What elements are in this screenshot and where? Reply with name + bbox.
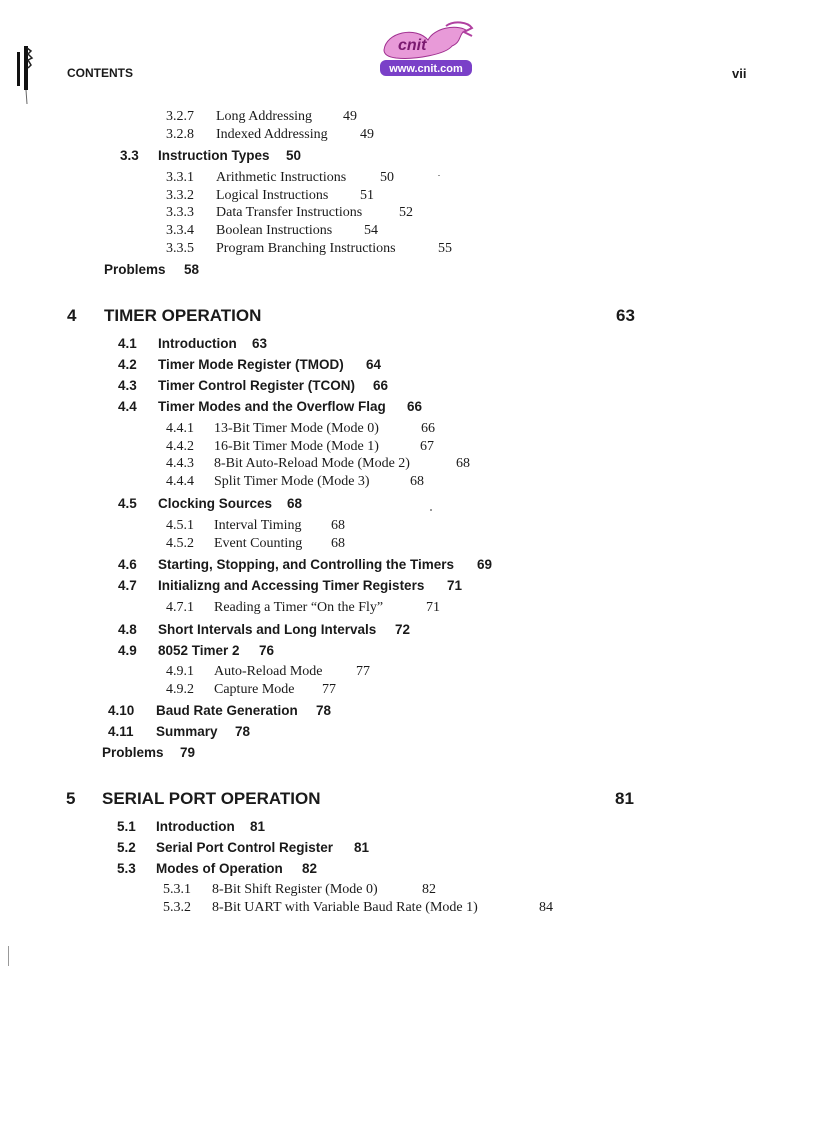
scan-speck xyxy=(438,175,440,176)
watermark-logo xyxy=(376,20,476,84)
binder-hole-marks xyxy=(14,42,54,112)
page-number: vii xyxy=(732,66,747,81)
scan-speck xyxy=(430,509,432,511)
svg-text:cnit: cnit xyxy=(398,37,427,54)
running-header-left: CONTENTS xyxy=(67,66,133,80)
scan-speck xyxy=(8,946,9,966)
logo-text: www.cnit.com xyxy=(389,63,463,75)
